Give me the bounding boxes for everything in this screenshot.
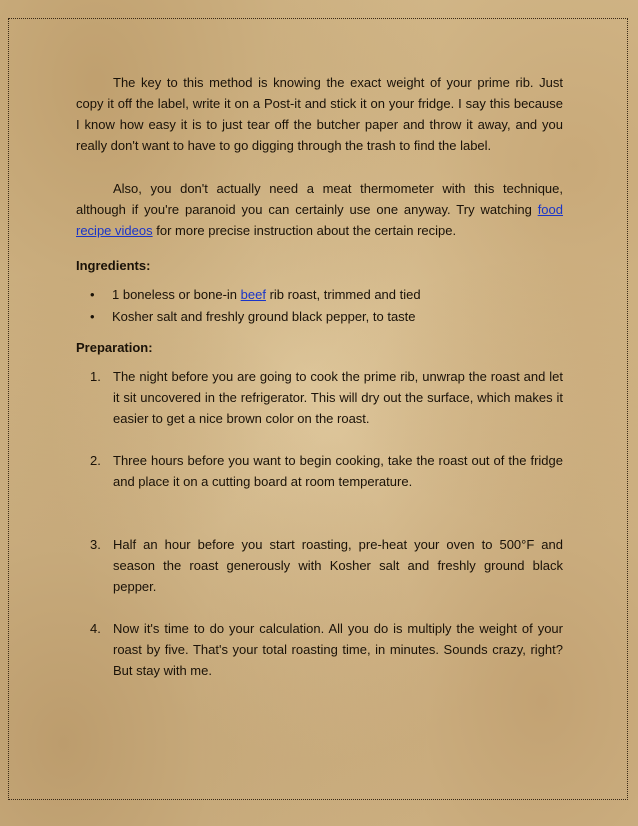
bullet-icon: •: [90, 309, 95, 324]
paragraph-text: for more precise instruction about the certain recipe.: [152, 223, 457, 238]
list-item: [90, 306, 563, 327]
preparation-heading: Preparation:: [76, 340, 153, 355]
step-number: 2.: [90, 453, 101, 468]
paragraph-text: Also, you don't actually need a meat thermometer with this technique, although if you're paranoid you can certainly use one anyway. Try watching: [76, 181, 563, 217]
intro-paragraph: The key to this method is knowing the exact weight of your prime rib. Just copy it off the label, write it on a Post-it and stick it on your fridge. I say this because I know how easy it is to just tear off the butcher paper and throw it away, and you really don't want to have to go digging through the trash to find the label.: [76, 75, 563, 153]
step-text: Three hours before you want to begin cooking, take the roast out of the fridge and place it on a cutting board at room temperature.: [113, 453, 563, 489]
step-text: Now it's time to do your calculation. All you do is multiply the weight of your roast by five. That's your total roasting time, in minutes. Sounds crazy, right? But stay with me.: [113, 621, 563, 678]
step-number: 4.: [90, 621, 101, 636]
food-recipe-videos-link[interactable]: food recipe videos: [76, 202, 563, 238]
step-item: [90, 366, 563, 429]
step-text: The night before you are going to cook the prime rib, unwrap the roast and let it sit uncovered in the refrigerator. This will dry out the surface, which makes it easier to get a nice brown color on the roast.: [113, 369, 563, 426]
ingredient-text: rib roast, trimmed and tied: [265, 287, 421, 302]
bullet-icon: •: [90, 287, 95, 302]
step-number: 1.: [90, 369, 101, 384]
step-item: [90, 618, 563, 681]
beef-link[interactable]: beef: [240, 287, 266, 302]
step-number: 3.: [90, 537, 101, 552]
ingredients-list: [76, 284, 563, 327]
ingredient-text: Kosher salt and freshly ground black pepper, to taste: [112, 309, 416, 324]
ingredients-heading: Ingredients:: [76, 258, 151, 273]
preparation-steps: [76, 366, 563, 681]
step-text: Half an hour before you start roasting, pre-heat your oven to 500°F and season the roast generously with Kosher salt and freshly ground black pepper.: [113, 537, 563, 594]
step-item: [90, 450, 563, 492]
document-body: [76, 72, 563, 681]
thermometer-paragraph: [76, 178, 563, 241]
step-item: [90, 534, 563, 597]
ingredient-text: 1 boneless or bone-in: [112, 287, 241, 302]
list-item: [90, 284, 563, 305]
